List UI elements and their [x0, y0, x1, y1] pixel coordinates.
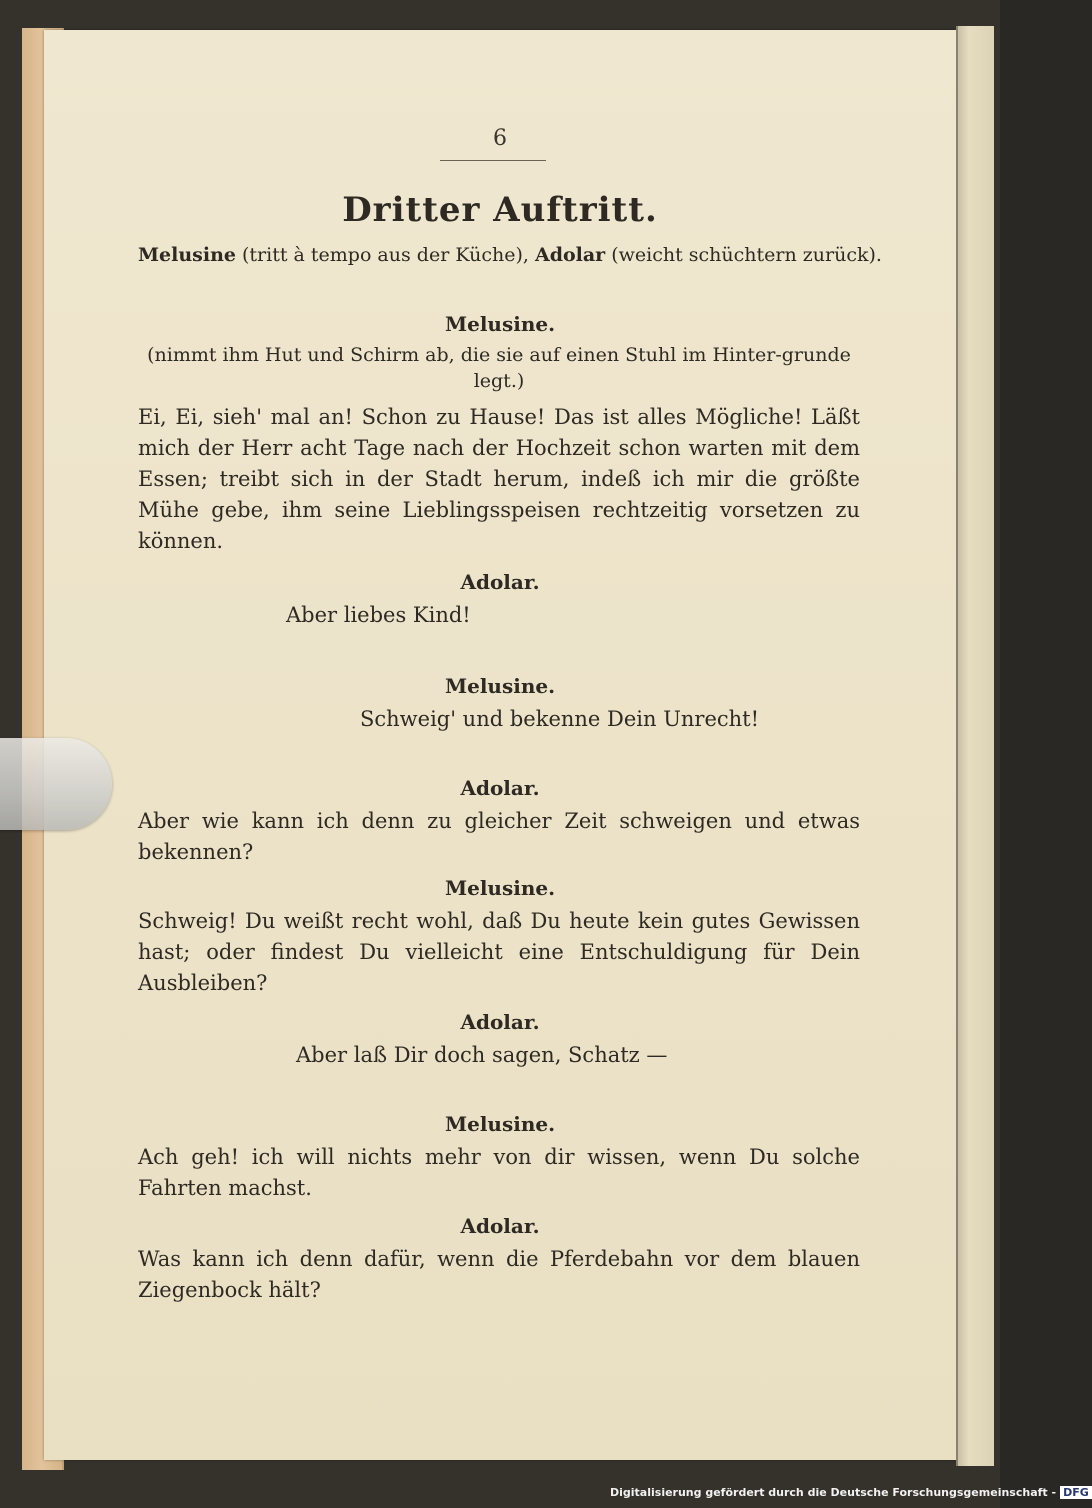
- dfg-logo: DFG: [1060, 1486, 1092, 1499]
- dialogue-text: Ei, Ei, sieh' mal an! Schon zu Hause! Das ist alles Mögliche! Läßt mich der Herr acht Tage nach der Hochzeit schon warten mit dem Essen; treibt sich in der Stadt herum, indeß ich mir die größte Mühe gebe, ihm seine Lieblingsspeisen rechtzeitig vorsetzen zu können.: [138, 405, 860, 553]
- cast-direction-1: (tritt à tempo aus der Küche),: [235, 244, 535, 266]
- speaker-name: Melusine.: [444, 312, 556, 336]
- scene-title: Dritter Auftritt.: [342, 190, 658, 230]
- digitization-footer: [610, 1486, 1089, 1506]
- dialogue-text: Schweig' und bekenne Dein Unrecht!: [360, 707, 760, 731]
- speaker-name: Adolar.: [460, 570, 540, 594]
- cast-line: [138, 244, 882, 266]
- dialogue-text: Schweig! Du weißt recht wohl, daß Du heute kein gutes Gewissen hast; oder findest Du vielleicht eine Entschuldigung für Dein Ausbleiben?: [138, 909, 860, 995]
- next-page-edge: [956, 26, 994, 1466]
- speaker-name: Adolar.: [460, 1214, 540, 1238]
- page-number: 6: [493, 126, 507, 151]
- cast-name-melusine: Melusine: [138, 244, 236, 266]
- page-number-rule: [440, 160, 546, 161]
- speaker-name: Adolar.: [460, 1010, 540, 1034]
- footer-text: Digitalisierung gefördert durch die Deutsche Forschungsgemeinschaft -: [610, 1486, 1057, 1499]
- speaker-name: Melusine.: [444, 674, 556, 698]
- speaker-name: Melusine.: [444, 876, 556, 900]
- cast-direction-2: (weicht schüchtern zurück).: [605, 244, 882, 266]
- dialogue-text: Was kann ich denn dafür, wenn die Pferdebahn vor dem blauen Ziegenbock hält?: [138, 1247, 860, 1302]
- dialogue-text: Aber laß Dir doch sagen, Schatz —: [296, 1043, 668, 1067]
- cast-name-adolar: Adolar: [534, 244, 606, 266]
- dialogue-text: Ach geh! ich will nichts mehr von dir wissen, wenn Du solche Fahrten machst.: [138, 1145, 860, 1200]
- dialogue-text: Aber liebes Kind!: [286, 603, 471, 627]
- dialogue-text: Aber wie kann ich denn zu gleicher Zeit schweigen und etwas bekennen?: [138, 809, 860, 864]
- speaker-name: Adolar.: [460, 776, 540, 800]
- stage-direction: (nimmt ihm Hut und Schirm ab, die sie auf einen Stuhl im Hinter-grunde legt.): [147, 344, 851, 392]
- speaker-name: Melusine.: [444, 1112, 556, 1136]
